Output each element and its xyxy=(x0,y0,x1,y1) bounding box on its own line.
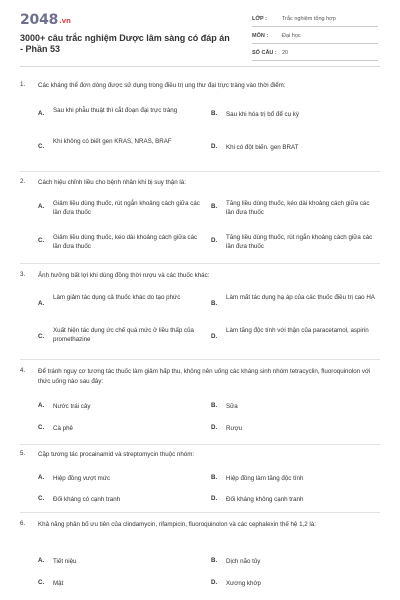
option-text: Đối kháng không cạnh tranh xyxy=(226,496,304,503)
option-letter: B. xyxy=(211,402,218,409)
option-letter: B. xyxy=(211,557,218,564)
option-text: Xuất hiện tác dụng ức chế quá mức ở liều thấp của promethazine xyxy=(53,327,194,343)
question-text: Cặp tương tác procainamid và streptomycin thuộc nhóm: xyxy=(38,451,195,458)
option-text: Cà phê xyxy=(53,425,73,432)
question-divider xyxy=(20,263,380,264)
option-text: Hiệp đồng làm tăng độc tính xyxy=(226,475,304,482)
option-text: Tăng liều dùng thuốc, rút ngắn khoảng cách giữa các lần đưa thuốc xyxy=(226,234,373,250)
option-text: Hiệp đồng vượt mức xyxy=(53,475,111,482)
option-text: Tiết niệu xyxy=(53,558,77,565)
question-text: Cách hiệu chỉnh liều cho bệnh nhân khi bị suy thận là: xyxy=(38,179,186,186)
header-divider xyxy=(20,66,380,67)
option-letter: D. xyxy=(211,495,218,502)
meta-count-key: SỐ CÂU : xyxy=(252,50,277,56)
option-text: Rượu xyxy=(226,425,243,432)
meta-subject-value: Đại học xyxy=(282,33,301,39)
option-text: Giảm liều dùng thuốc, kéo dài khoảng cách giữa các lần đưa thuốc xyxy=(53,234,198,250)
option-letter: C. xyxy=(38,143,45,150)
meta-class-key: LỚP : xyxy=(252,16,267,22)
option-text: Giảm liều dùng thuốc, rút ngắn khoảng cách giữa các lần đưa thuốc xyxy=(53,200,200,216)
option-text: Khi có đột biến. gen BRAT xyxy=(226,144,299,151)
question-text: Các kháng thể đơn dòng được sử dụng trong điều trị ung thư đại trực tràng vào thời điểm: xyxy=(38,82,286,89)
question-number: 4. xyxy=(20,367,26,374)
option-text: Làm mất tác dụng hạ áp của các thuốc điều trị cao HA xyxy=(226,294,375,301)
option-text: Mật xyxy=(53,580,64,587)
option-text: Đối kháng có cạnh tranh xyxy=(53,496,121,503)
option-letter: D. xyxy=(211,143,218,150)
question-3 xyxy=(20,271,380,367)
question-number: 6. xyxy=(20,520,26,527)
option-text: Làm tăng độc tính với thận của paracetamol, aspirin xyxy=(226,327,369,334)
option-text: Sau khi hóa trị bổ để cụ kỳ xyxy=(226,111,299,118)
option-letter: C. xyxy=(38,237,45,244)
logo-suffix: .vn xyxy=(59,17,71,25)
option-letter: C. xyxy=(38,579,45,586)
option-letter: A. xyxy=(38,474,45,481)
option-letter: A. xyxy=(38,300,45,307)
option-text: Nước trái cây xyxy=(53,403,91,410)
option-text: Làm giảm tác dụng cả thuốc khác do tạo phức xyxy=(53,294,181,301)
option-letter: C. xyxy=(38,333,45,340)
option-text: Khi không có biết gen KRAS, NRAS, BRAF xyxy=(53,138,172,145)
meta-subject-key: MÔN : xyxy=(252,33,269,39)
document-title: 3000+ câu trắc nghiệm Dược lâm sàng có đáp án - Phần 53 xyxy=(20,33,230,54)
option-letter: B. xyxy=(211,110,218,117)
option-letter: D. xyxy=(211,237,218,244)
question-2 xyxy=(20,178,380,268)
option-letter: A. xyxy=(38,402,45,409)
page-header xyxy=(0,0,400,62)
option-letter: B. xyxy=(211,474,218,481)
meta-count-row xyxy=(252,46,378,61)
question-text: Ảnh hưởng bất lợi khi dùng đồng thời rượu và các thuốc khác: xyxy=(38,272,210,279)
question-5 xyxy=(20,450,380,512)
question-number: 2. xyxy=(20,178,26,185)
question-number: 5. xyxy=(20,450,26,457)
question-divider xyxy=(20,171,380,172)
option-letter: D. xyxy=(211,579,218,586)
question-divider xyxy=(20,444,380,445)
meta-class-row xyxy=(252,12,378,27)
question-text: Để tránh nguy cơ tương tác thuốc làm giảm hấp thu, không nên uống các kháng sinh nhóm tetracyclin, fluoroquinolon với thức uống nào sau đây: xyxy=(38,368,371,385)
option-letter: C. xyxy=(38,424,45,431)
option-letter: A. xyxy=(38,203,45,210)
option-letter: B. xyxy=(211,203,218,210)
question-6 xyxy=(20,520,380,596)
meta-subject-row xyxy=(252,29,378,44)
question-number: 3. xyxy=(20,271,26,278)
option-letter: C. xyxy=(38,495,45,502)
option-text: Sữa xyxy=(226,403,238,410)
logo-text: 2048 xyxy=(20,12,59,28)
option-letter: A. xyxy=(38,110,45,117)
option-text: Dịch não tủy xyxy=(226,558,261,565)
question-4 xyxy=(20,367,380,447)
question-divider xyxy=(20,359,380,360)
question-divider xyxy=(20,512,380,513)
question-text: Khả năng phân bố ưu tiên của clindamycin, rifampicin, fluoroquinolon và các cephalexin thế hệ 1,2 là: xyxy=(38,521,316,528)
meta-count-value: 20 xyxy=(282,50,289,56)
option-letter: A. xyxy=(38,557,45,564)
document-meta xyxy=(252,12,378,63)
question-number: 1. xyxy=(20,81,26,88)
option-text: Sau khi phẫu thuật thì cắt đoạn đại trực tràng xyxy=(53,107,178,114)
option-text: Xương khớp xyxy=(226,580,261,587)
option-letter: D. xyxy=(211,333,218,340)
option-text: Tăng liều dùng thuốc, kéo dài khoảng cách giữa các lần đưa thuốc xyxy=(226,200,370,216)
option-letter: D. xyxy=(211,424,218,431)
meta-class-value: Trắc nghiệm tổng hợp xyxy=(282,16,336,22)
site-logo[interactable] xyxy=(20,12,71,28)
question-1 xyxy=(20,81,380,177)
option-letter: B. xyxy=(211,300,218,307)
